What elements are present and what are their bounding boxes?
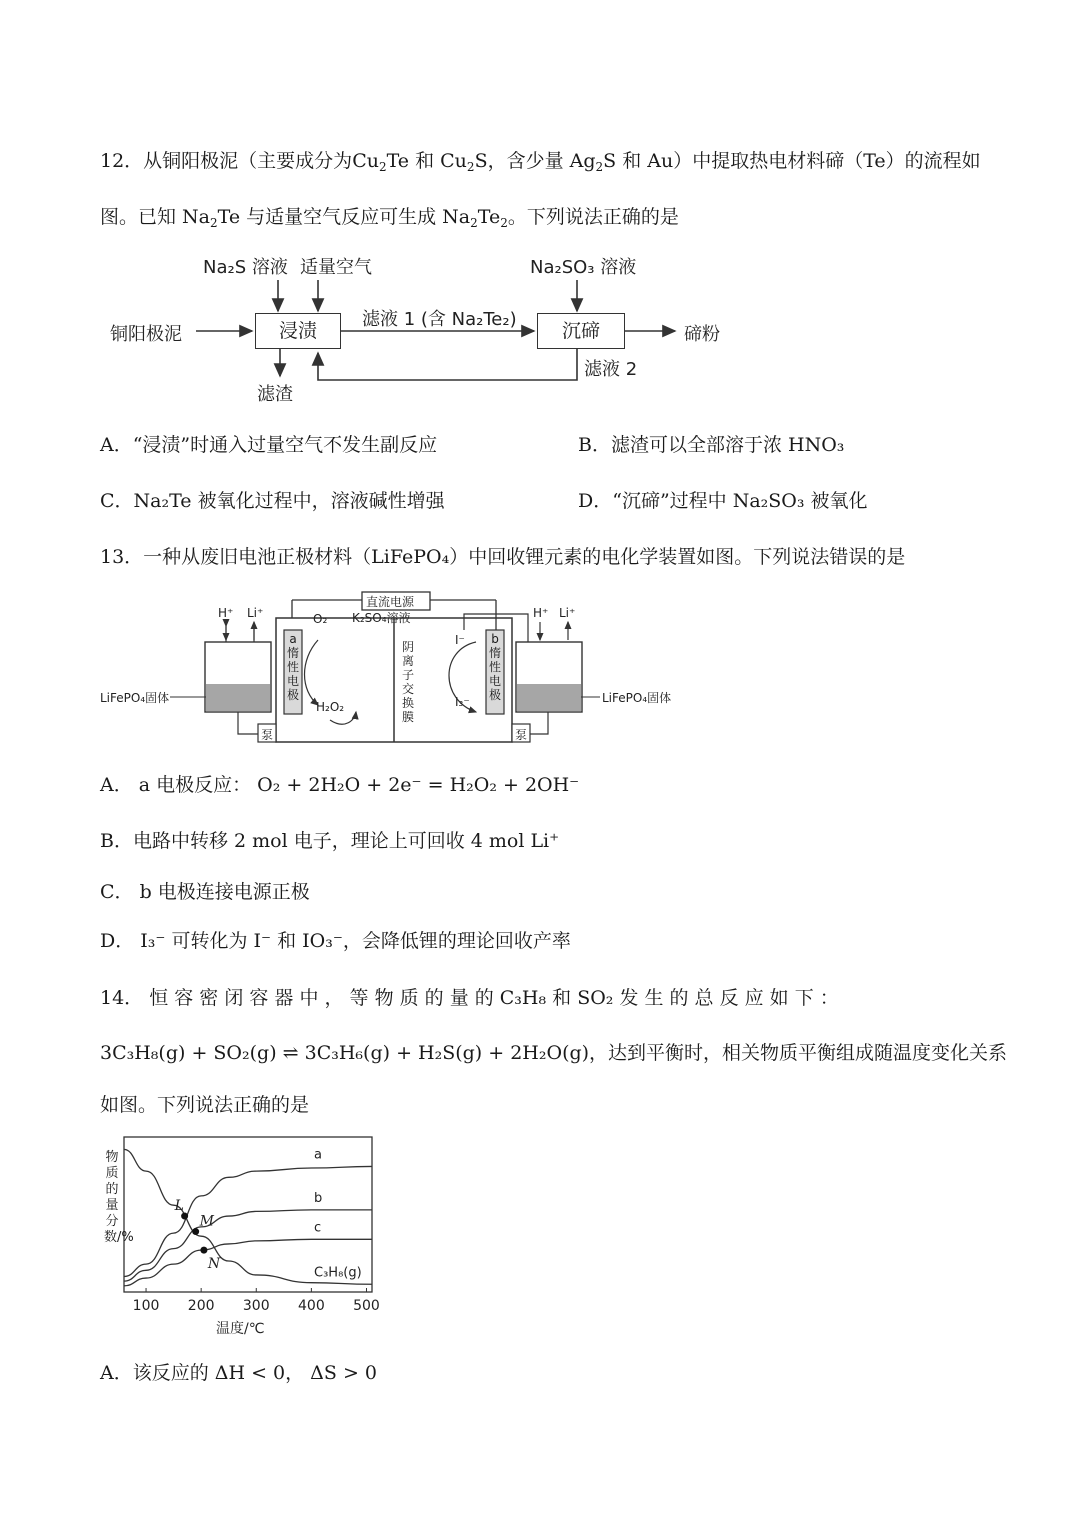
q14-stem-line3: 如图。下列说法正确的是 [100, 1094, 310, 1116]
series-label-3: C₃H₈(g) [314, 1265, 362, 1281]
flow-filtrate1: 滤液 1 (含 Na₂Te₂) [362, 309, 517, 330]
o2-label: O₂ [313, 612, 328, 626]
point-label-N: N [207, 1256, 221, 1273]
pump-left: 泵 [261, 728, 274, 742]
flow-step-leaching: 浸渍 [255, 313, 341, 349]
li-plus-right: Li⁺ [559, 606, 576, 620]
series-label-1: b [314, 1190, 323, 1206]
q12-option-d: D．“沉碲”过程中 Na₂SO₃ 被氧化 [578, 490, 868, 512]
flow-reagent-air: 适量空气 [300, 257, 372, 278]
li-plus-left: Li⁺ [247, 606, 264, 620]
flow-product: 碲粉 [684, 324, 720, 345]
series-label-0: a [314, 1147, 322, 1163]
lifepo4-right: LiFePO₄固体 [602, 691, 672, 705]
q13-option-a: A． a 电极反应： O₂ + 2H₂O + 2e⁻ = H₂O₂ + 2OH⁻ [100, 774, 580, 796]
q13-stem: 13．一种从废旧电池正极材料（LiFePO₄）中回收锂元素的电化学装置如图。下列说法错误的是 [100, 546, 906, 568]
pump-right: 泵 [515, 728, 528, 742]
flow-reagent-na2so3: Na₂SO₃ 溶液 [530, 257, 637, 278]
power-supply-label: 直流电源 [366, 595, 415, 609]
series-line-0 [124, 1166, 372, 1276]
q14-stem-line1: 14． 恒 容 密 闭 容 器 中 ， 等 物 质 的 量 的 C₃H₈ 和 SO₂ 发 生 的 总 反 应 如 下 ： [100, 987, 839, 1009]
q12-option-a: A．“浸渍”时通入过量空气不发生副反应 [100, 434, 438, 456]
flow-reagent-na2s: Na₂S 溶液 [203, 257, 288, 278]
chart-xlabel: 温度/℃ [216, 1321, 265, 1337]
x-tick-label-500: 500 [353, 1298, 380, 1314]
h-plus-right: H⁺ [533, 606, 549, 620]
q13-option-d: D． I₃⁻ 可转化为 I⁻ 和 IO₃⁻，会降低锂的理论回收产率 [100, 930, 571, 952]
q12-option-c: C．Na₂Te 被氧化过程中，溶液碱性增强 [100, 490, 445, 512]
point-N [200, 1247, 207, 1254]
q14-stem-line2: 3C₃H₈(g) + SO₂(g) ⇌ 3C₃H₆(g) + H₂S(g) + 2H₂O(g)，达到平衡时，相关物质平衡组成随温度变化关系 [100, 1042, 1008, 1064]
electrode-b: b 惰 性 电 极 [488, 632, 501, 702]
q12-stem-line2: 图。已知 $Na_2Te$ 与适量空气反应可生成 $Na_2Te_2$。下列说法正确的是 [100, 206, 679, 230]
x-tick-label-100: 100 [132, 1298, 160, 1314]
point-M [192, 1228, 199, 1235]
series-line-3 [124, 1149, 372, 1284]
q12-option-b: B．滤渣可以全部溶于浓 HNO₃ [578, 434, 845, 456]
flow-residue: 滤渣 [257, 384, 293, 405]
anion-membrane: 阴 离 子 交 换 膜 [401, 640, 414, 724]
flow-input-label: 铜阳极泥 [110, 324, 182, 345]
q13-option-c: C． b 电极连接电源正极 [100, 881, 310, 903]
electrolyte-label: K₂SO₄溶液 [352, 611, 411, 625]
point-label-L: L [174, 1198, 184, 1215]
i-minus-label: I⁻ [455, 633, 465, 647]
q12-stem-line1: 12．从铜阳极泥（主要成分为$Cu_2Te$ 和 $Cu_2S$，含少量 $Ag_2S$ 和 Au）中提取热电材料碲（Te）的流程如 [100, 150, 981, 174]
lifepo4-left: LiFePO₄固体 [100, 691, 170, 705]
flow-filtrate2: 滤液 2 [584, 359, 638, 380]
q14-option-a: A．该反应的 ΔH < 0， ΔS > 0 [100, 1362, 378, 1384]
q13-option-b: B．电路中转移 2 mol 电子，理论上可回收 4 mol Li⁺ [100, 830, 560, 852]
h-plus-left: H⁺ [218, 606, 234, 620]
i3-minus-label: I₃⁻ [455, 695, 470, 709]
x-tick-label-200: 200 [187, 1298, 215, 1314]
series-label-2: c [314, 1220, 322, 1236]
chart-ylabel: 物质的量分数/% [104, 1150, 134, 1245]
x-tick-label-300: 300 [242, 1298, 270, 1314]
h2o2-label: H₂O₂ [316, 700, 345, 714]
flow-step-precip: 沉碲 [537, 313, 625, 349]
point-label-M: M [199, 1213, 214, 1230]
electrode-a: a 惰 性 电 极 [286, 632, 299, 702]
x-tick-label-400: 400 [298, 1298, 325, 1314]
